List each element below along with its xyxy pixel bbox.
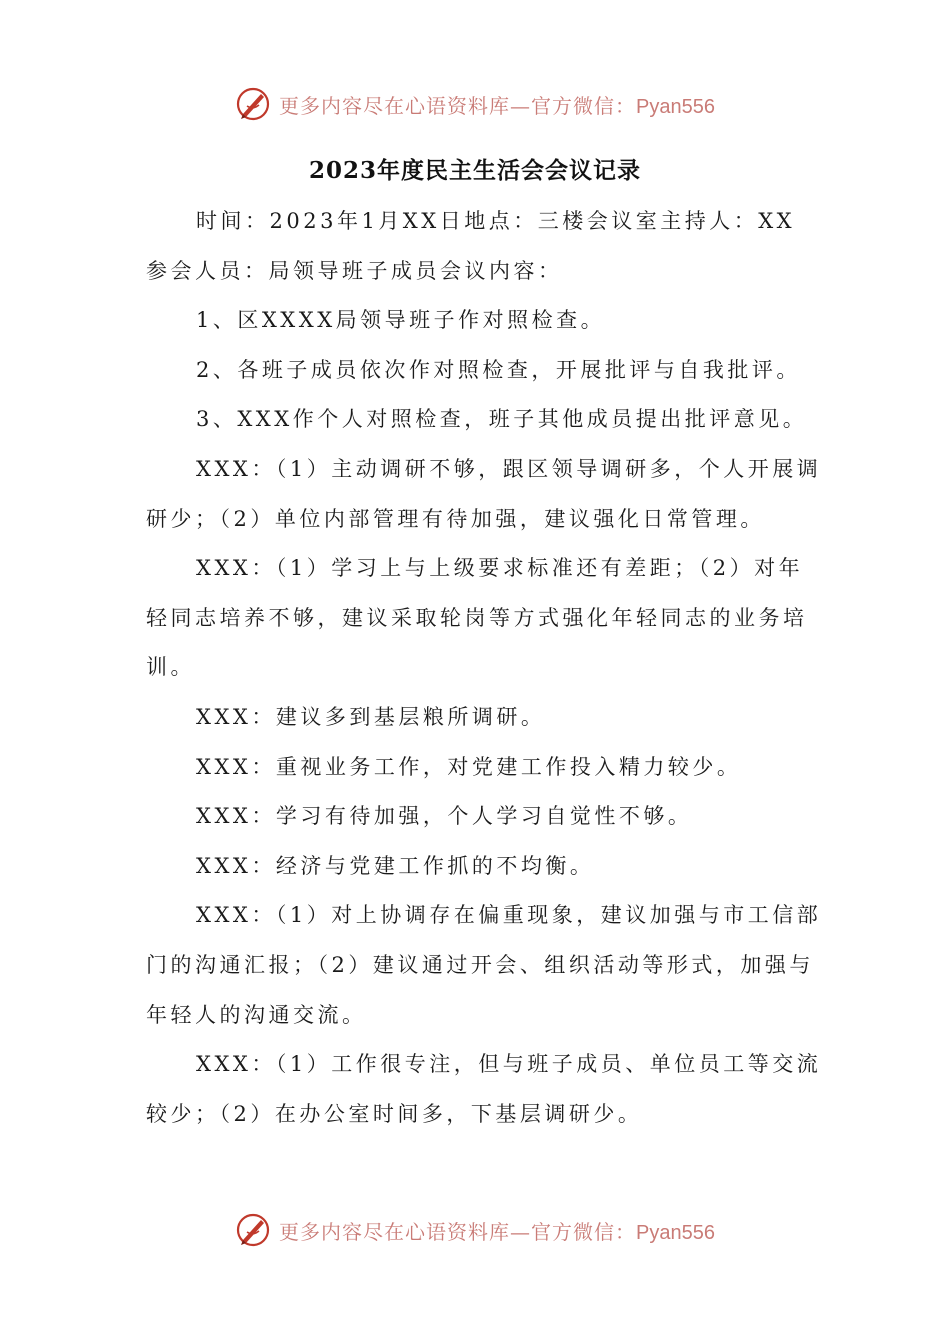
comment-paragraph: XXX：建议多到基层粮所调研。 (196, 704, 546, 729)
comment-paragraph: XXX：（1）对上协调存在偏重现象，建议加强与市工信部门的沟通汇报；（2）建议通过开会、组织活动等形式，加强与年轻人的沟通交流。 (146, 903, 822, 1027)
watermark-text: 更多内容尽在心语资料库—官方微信：Pyan556 (279, 1219, 715, 1244)
watermark-text: 更多内容尽在心语资料库—官方微信：Pyan556 (279, 93, 715, 118)
comment-paragraph: XXX：（1）工作很专注，但与班子成员、单位员工等交流较少；（2）在办公室时间多，下基层调研少。 (146, 1052, 822, 1126)
watermark-wechat-id: Pyan556 (636, 95, 715, 118)
document-title: 2023年度民主生活会会议记录 (308, 157, 641, 184)
pen-circle-logo-icon (235, 86, 271, 122)
comment-paragraph: XXX：（1）学习上与上级要求标准还有差距；（2）对年轻同志培养不够，建议采取轮岗等方式强化年轻同志的业务培训。 (146, 556, 808, 680)
agenda-item-3: 3、XXX作个人对照检查，班子其他成员提出批评意见。 (196, 407, 808, 432)
attendees-line: 参会人员：局领导班子成员会议内容： (146, 258, 563, 283)
header-watermark (0, 82, 950, 126)
comment-paragraph: XXX：（1）主动调研不够，跟区领导调研多，个人开展调研少；（2）单位内部管理有待加强，建议强化日常管理。 (146, 456, 822, 531)
agenda-item-2: 2、各班子成员依次作对照检查，开展批评与自我批评。 (196, 357, 801, 382)
comment-paragraph: XXX：学习有待加强，个人学习自觉性不够。 (196, 804, 693, 829)
comment-paragraph: XXX：重视业务工作，对党建工作投入精力较少。 (196, 754, 742, 779)
meeting-info-line: 时间：2023年1月XX日地点：三楼会议室主持人：XX (196, 209, 796, 233)
pen-circle-logo-icon (235, 1212, 271, 1248)
document-body (146, 197, 826, 1139)
comment-paragraph: XXX：经济与党建工作抓的不均衡。 (196, 853, 595, 878)
agenda-item-1: 1、区XXXX局领导班子作对照检查。 (196, 308, 606, 333)
footer-watermark (0, 1208, 950, 1252)
watermark-wechat-id: Pyan556 (636, 1221, 715, 1244)
